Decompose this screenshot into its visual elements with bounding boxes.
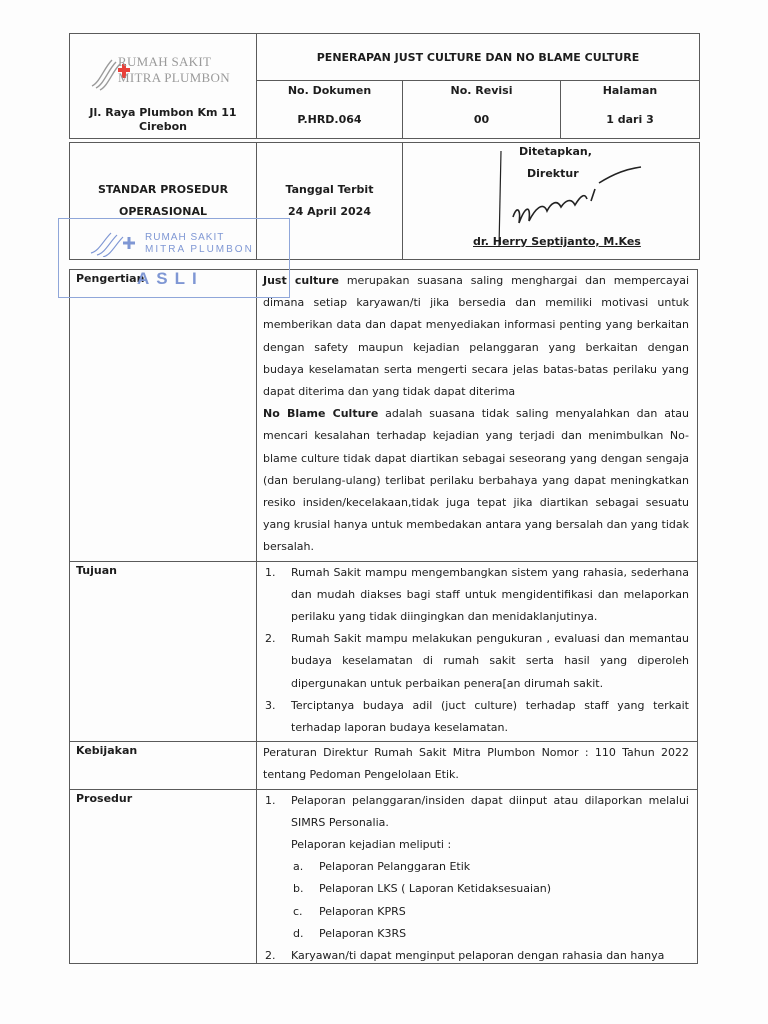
sop-label-line2: OPERASIONAL xyxy=(118,205,207,218)
revision-value: 00 xyxy=(403,101,561,139)
document-title: PENERAPAN JUST CULTURE DAN NO BLAME CULTURE xyxy=(257,34,700,81)
doc-number-label: No. Dokumen xyxy=(257,81,403,101)
stamp-logo-icon xyxy=(89,231,139,257)
original-document-stamp xyxy=(58,218,290,298)
logo-text-line1: RUMAH SAKIT xyxy=(118,54,212,69)
approval-block xyxy=(403,143,699,259)
page-label: Halaman xyxy=(561,81,700,101)
stamp-text-line2: MITRA PLUMBON xyxy=(145,244,254,255)
prosedur-sub-item xyxy=(263,878,689,900)
no-blame-term: No Blame Culture xyxy=(263,407,379,421)
just-culture-term: Just culture xyxy=(263,274,339,287)
just-culture-definition: merupakan suasana saling menghargai dan mempercayai dimana setiap karyawan/ti jika bersedia dan memiliki motivasi untuk memberikan data dan dapat menyediakan informasi penting yang berkaitan dengan safety maupun kejadian pelanggaran yang berkaitan dengan budaya keselamatan serta mengerti secara jelas batas-batas perilaku yang dapat diterima dan yang tidak dapat diterima xyxy=(263,274,690,399)
sub-item-letter: a. xyxy=(293,860,304,874)
sop-label-line1: STANDAR PROSEDUR xyxy=(97,183,229,196)
document-header-table xyxy=(69,33,700,139)
stamp-mark: ASLI xyxy=(137,269,204,288)
tujuan-item-text: Rumah Sakit mampu mengembangkan sistem yang rahasia, sederhana dan mudah diakses bagi staff untuk mengidentifikasi dan melaporkan perilaku yang tidak diingingkan dan menidaklanjutinya. xyxy=(291,565,689,624)
section-body-kebijakan xyxy=(257,742,697,788)
prosedur-sub-item xyxy=(263,923,689,945)
sub-item-letter: c. xyxy=(293,904,303,918)
tujuan-item-number: 1. xyxy=(265,565,276,579)
prosedur-item-text: Karyawan/ti dapat menginput pelaporan dengan rahasia dan hanya xyxy=(291,949,665,963)
no-blame-definition: adalah suasana tidak saling menyalahkan dan atau mencari kesalahan terhadap kejadian yang terjadi dan menimbulkan No-blame culture tidak dapat diartikan sebagai seseorang yang dengan sengaja (dan berulang-ulang) terlibat perilaku berbahaya yang dapat meningkatkan resiko insiden/kecelakaan,tidak juga tepat jika diartikan sebagai sesuatu yang krusial hanya untuk membedakan antara yang bersalah dan yang tidak bersalah. xyxy=(263,407,689,554)
director-role: Direktur xyxy=(527,167,579,180)
prosedur-item-number: 1. xyxy=(265,793,276,807)
hospital-address xyxy=(70,106,256,134)
sub-item-text: Pelaporan Pelanggaran Etik xyxy=(319,860,471,874)
approval-cell xyxy=(403,143,700,260)
revision-label: No. Revisi xyxy=(403,81,561,101)
sub-item-letter: d. xyxy=(293,926,304,940)
doc-number-value: P.HRD.064 xyxy=(257,101,403,139)
content-table xyxy=(69,269,698,964)
section-label-pengertian: Pengertian xyxy=(70,270,257,561)
just-culture-paragraph xyxy=(263,270,689,403)
section-tujuan xyxy=(69,562,698,743)
tujuan-item xyxy=(263,562,689,629)
set-label: Ditetapkan, xyxy=(519,145,592,158)
page-value: 1 dari 3 xyxy=(561,101,700,139)
section-label-prosedur: Prosedur xyxy=(70,790,257,963)
tujuan-item xyxy=(263,695,689,739)
prosedur-sub-item xyxy=(263,856,689,878)
tujuan-item-number: 3. xyxy=(265,698,276,712)
issue-date-value: 24 April 2024 xyxy=(288,205,371,218)
address-line2: Cirebon xyxy=(139,120,187,133)
sub-item-text: Pelaporan LKS ( Laporan Ketidaksesuaian) xyxy=(319,882,552,896)
section-body-prosedur xyxy=(257,790,697,963)
director-signature xyxy=(495,149,685,249)
prosedur-sub-title: Pelaporan kejadian meliputi : xyxy=(291,838,452,852)
issue-date-label: Tanggal Terbit xyxy=(285,183,374,196)
section-body-pengertian xyxy=(257,270,697,561)
sub-item-letter: b. xyxy=(293,882,304,896)
tujuan-item-text: Terciptanya budaya adil (juct culture) terhadap staff yang terkait terhadap laporan budaya keselamatan. xyxy=(291,698,689,735)
stamp-text-line1: RUMAH SAKIT xyxy=(145,232,225,243)
prosedur-item-text: Pelaporan pelanggaran/insiden dapat diinput atau dilaporkan melalui SIMRS Personalia. xyxy=(291,793,689,829)
prosedur-sub-item xyxy=(263,901,689,923)
prosedur-item-number: 2. xyxy=(265,949,276,963)
hospital-identity-cell xyxy=(70,34,257,139)
no-blame-paragraph xyxy=(263,403,689,558)
logo-text-line2: MITRA PLUMBON xyxy=(118,70,230,85)
hospital-logo xyxy=(70,38,256,106)
section-kebijakan xyxy=(69,742,698,789)
prosedur-item xyxy=(263,790,689,834)
tujuan-item-number: 2. xyxy=(265,632,276,646)
tujuan-item xyxy=(263,628,689,695)
section-label-tujuan: Tujuan xyxy=(70,562,257,742)
kebijakan-text: Peraturan Direktur Rumah Sakit Mitra Plumbon Nomor : 110 Tahun 2022 tentang Pedoman Pengelolaan Etik. xyxy=(263,746,689,782)
section-prosedur xyxy=(69,790,698,964)
address-line1: Jl. Raya Plumbon Km 11 xyxy=(89,106,237,119)
tujuan-item-text: Rumah Sakit mampu melakukan pengukuran , evaluasi dan memantau budaya keselamatan di rumah sakit serta hasil yang diperoleh dipergunakan untuk perbaikan penera[an dirumah sakit. xyxy=(291,632,689,690)
signer-name: dr. Herry Septijanto, M.Kes xyxy=(473,235,641,248)
prosedur-item xyxy=(263,945,689,964)
section-label-kebijakan: Kebijakan xyxy=(70,742,257,788)
section-body-tujuan xyxy=(257,562,697,742)
sub-item-text: Pelaporan K3RS xyxy=(319,926,407,940)
sub-item-text: Pelaporan KPRS xyxy=(319,904,406,918)
section-pengertian xyxy=(69,269,698,562)
